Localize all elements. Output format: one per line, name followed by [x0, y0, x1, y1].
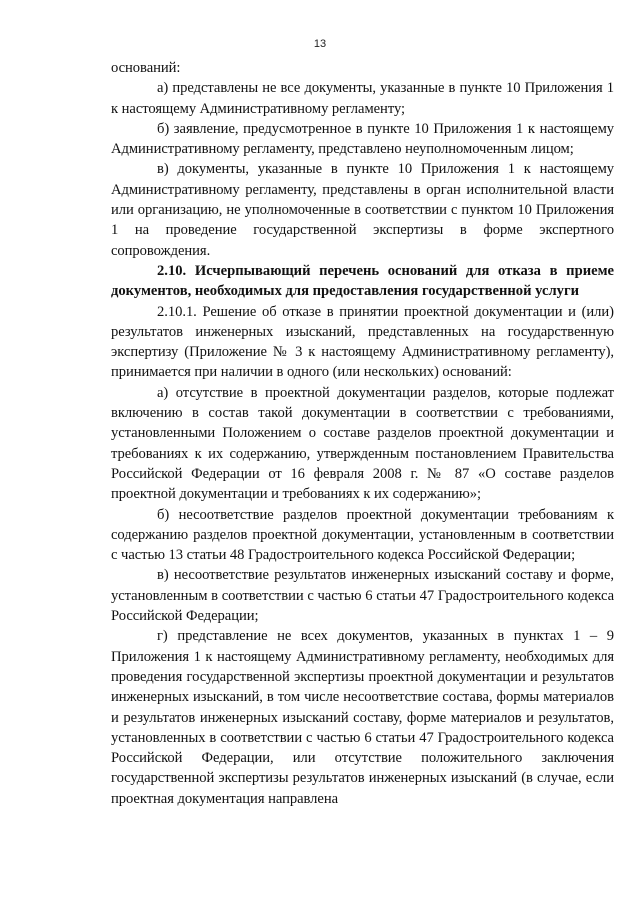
section-heading-2-10: 2.10. Исчерпывающий перечень оснований для отказа в приеме документов, необходимых для предоставления государственной услуги [111, 262, 614, 300]
list-item-a: а) представлены не все документы, указанные в пункте 10 Приложения 1 к настоящему Административному регламенту; [111, 80, 614, 117]
paragraph-continuation: оснований: [111, 60, 181, 76]
list-item-b: б) заявление, предусмотренное в пункте 10 Приложения 1 к настоящему Административному регламенту, представлено неуполномоченным лицом; [111, 120, 614, 158]
paragraph-2-10-1: 2.10.1. Решение об отказе в принятии проектной документации и (или) результатов инженерных изысканий, представленных на государственную экспертизу (Приложение № 3 к настоящему Административному регламенту), принимается при наличии в одного (или нескольких) оснований: [111, 303, 614, 381]
document-body [111, 58, 614, 809]
page-number: 13 [313, 38, 327, 50]
list-item-c-2: в) несоответствие результатов инженерных изысканий составу и форме, установленным в соответствии с частью 6 статьи 47 Градостроительного кодекса Российской Федерации; [111, 567, 614, 625]
list-item-d-2: г) представление не всех документов, указанных в пунктах 1 – 9 Приложения 1 к настоящему Административному регламенту, необходимых для проведения государственной экспертизы проектной документации и результатов инженерных изысканий, в том числе несоответствие состава, формы материалов и результатов инженерных изысканий составу, форме материалов и результатов, установленных в соответствии с частью 6 статьи 47 Градостроительного кодекса Российской Федерации, или отсутствие положительного заключения государственной экспертизы результатов инженерных изысканий (в случае, если проектная документация направлена [111, 628, 614, 807]
list-item-c: в) документы, указанные в пункте 10 Приложения 1 к настоящему Административному регламенту, представлены в орган исполнительной власти или организацию, не уполномоченные в соответствии с пунктом 10 Приложения 1 на проведение государственной экспертизы в форме экспертного сопровождения. [111, 161, 614, 259]
list-item-a-2: а) отсутствие в проектной документации разделов, которые подлежат включению в состав такой документации в соответствии с требованиями, установленными Положением о составе разделов проектной документации и требованиях к их содержанию, утвержденным постановлением Правительства Российской Федерации от 16 февраля 2008 г. № 87 «О составе разделов проектной документации и требованиях к их содержанию»; [111, 384, 614, 503]
list-item-b-2: б) несоответствие разделов проектной документации требованиям к содержанию разделов проектной документации, установленным в соответствии с частью 13 статьи 48 Градостроительного кодекса Российской Федерации; [111, 506, 614, 564]
